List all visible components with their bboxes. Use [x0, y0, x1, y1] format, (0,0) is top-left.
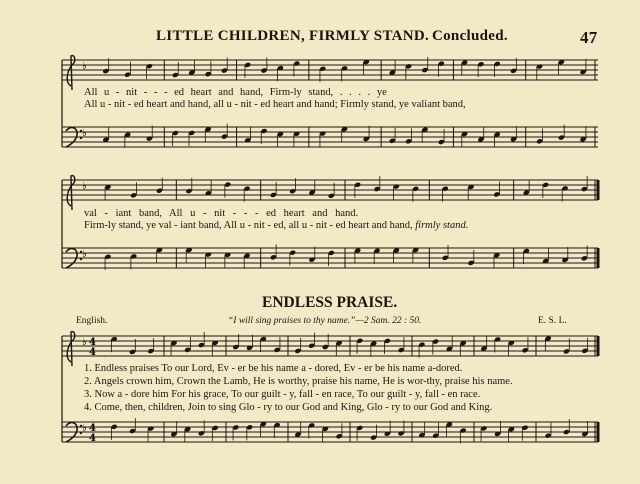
page-title-suffix: Concluded. [432, 28, 508, 44]
flat-icon: ♭ [82, 249, 87, 260]
flat-icon: ♭ [82, 423, 87, 434]
flat-icon: ♭ [82, 61, 87, 72]
verse-4: 4. Come, then, children, Join to sing Glo - ry to our God and King, Glo - ry to our God and King. [84, 402, 493, 413]
flat-icon: ♭ [82, 128, 87, 139]
author-initials: E. S. L. [538, 316, 567, 326]
scripture-reference: “I will sing praises to thy name.”—2 Sam. 22 : 50. [228, 316, 422, 326]
flat-icon: ♭ [82, 181, 87, 192]
treble-clef-icon [67, 56, 75, 90]
time-signature-top: 4 [89, 337, 96, 348]
verse-1: 1. Endless praises To our Lord, Ev - er be his name a - dored, Ev - er be his name a-dored. [84, 363, 463, 374]
system2-lyric-upper: val - iant band, All u - nit - - - ed heart and hand. [84, 208, 359, 219]
page-title: LITTLE CHILDREN, FIRMLY STAND. [156, 28, 430, 44]
system2-lyric-italic: firmly stand. [415, 220, 469, 231]
system2-lyric-lower-text: Firm-ly stand, ye val - iant band, All u - nit - ed, all u - nit - ed heart and hand, [84, 220, 413, 231]
time-signature-top: 4 [89, 423, 96, 434]
page-number: 47 [580, 28, 598, 47]
treble-clef-icon [67, 332, 75, 366]
hymn-title: ENDLESS PRAISE. [262, 294, 398, 311]
verse-2: 2. Angels crown him, Crown the Lamb, He is worthy, praise his name, He is wor-thy, praise his name. [84, 376, 513, 387]
system2-lyric-lower [84, 220, 468, 231]
time-signature-bottom: 4 [89, 433, 96, 444]
system1-lyric-upper: All u - nit - - - ed heart and hand, Firm-ly stand, . . . . ye [84, 87, 387, 98]
flat-icon: ♭ [82, 337, 87, 348]
verse-3: 3. Now a - dore him For his grace, To our guilt - y, fall - en race, To our guilt - y, fall - en race. [84, 389, 481, 400]
time-signature-bottom: 4 [89, 347, 96, 358]
system1-lyric-lower: All u - nit - ed heart and hand, all u - nit - ed heart and hand; Firmly stand, ye valiant band, [84, 99, 466, 110]
treble-clef-icon [67, 176, 75, 210]
tune-label: English. [76, 316, 108, 326]
